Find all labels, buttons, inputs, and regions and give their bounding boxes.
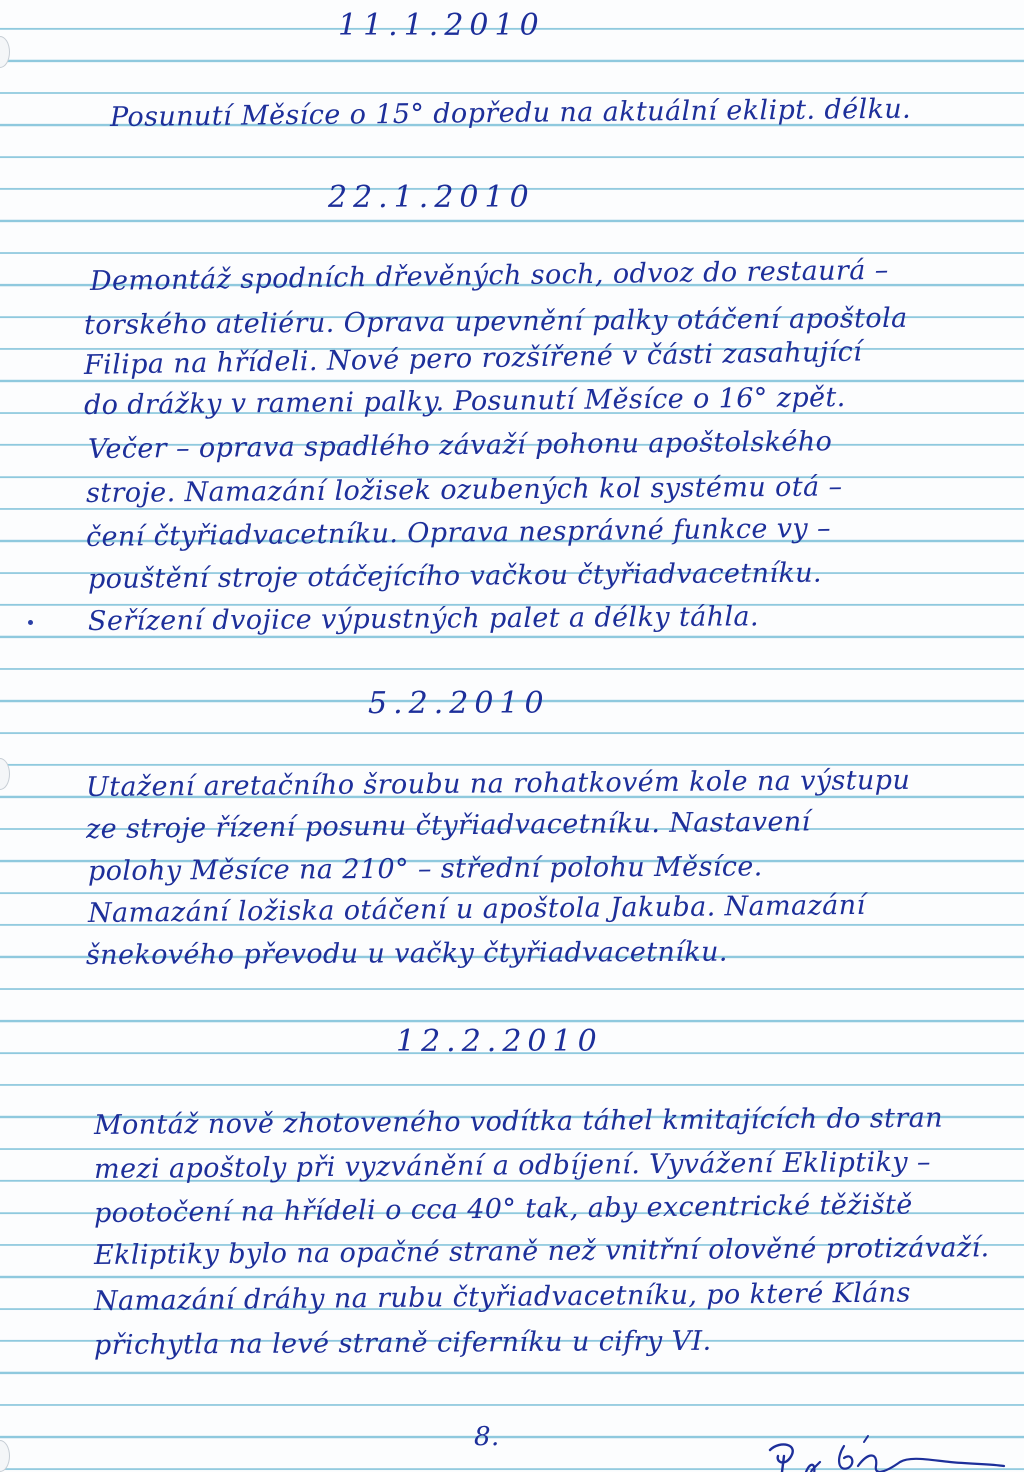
ink-dot <box>28 620 33 625</box>
entry-text-line: Namazání dráhy na rubu čtyřiadvacetníku, po které Kláns <box>93 1277 911 1317</box>
entry-text-line: přichytla na levé straně ciferníku u cifry VI. <box>93 1325 712 1361</box>
entry-text-line: Ekliptiky bylo na opačné straně než vnitřní olověné protizávaží. <box>93 1232 990 1271</box>
signature <box>760 1432 1010 1472</box>
entry-date: 11.1.2010 <box>338 8 545 43</box>
entry-text-line: mezi apoštoly při vyzvánění a odbíjení. Vyvážení Ekliptiky – <box>93 1146 931 1185</box>
entry-text-line: torského ateliéru. Oprava upevnění palky otáčení apoštola <box>83 302 908 341</box>
entry-text-line: polohy Měsíce na 210° – střední polohu Měsíce. <box>87 851 763 887</box>
entry-text-line: Montáž nově zhotoveného vodítka táhel kmitajících do stran <box>93 1102 944 1141</box>
entry-date: 12.2.2010 <box>396 1024 603 1059</box>
entry-date: 22.1.2010 <box>328 180 535 215</box>
entry-text-line: Večer – oprava spadlého závaží pohonu apoštolského <box>87 426 833 465</box>
entry-text-line: Utažení aretačního šroubu na rohatkovém kole na výstupu <box>85 764 911 803</box>
entry-text-line: Demontáž spodních dřevěných soch, odvoz do restaurá – <box>89 254 889 297</box>
entry-date: 5.2.2010 <box>368 686 550 721</box>
entry-text-line: šnekového převodu u vačky čtyřiadvacetníku. <box>85 936 728 971</box>
binder-hole-bottom <box>0 1440 10 1472</box>
binder-hole-top <box>0 36 10 68</box>
entry-text-line: pouštění stroje otáčejícího vačkou čtyřiadvacetníku. <box>87 557 823 595</box>
entry-text-line: pootočení na hřídeli o cca 40° tak, aby excentrické těžiště <box>93 1189 913 1229</box>
entry-text-line: ze stroje řízení posunu čtyřiadvacetníku. Nastavení <box>85 806 811 845</box>
entry-text-line: Seřízení dvojice výpustných palet a délky táhla. <box>87 601 760 637</box>
binder-hole-middle <box>0 758 10 790</box>
entry-text-line: čení čtyřiadvacetníku. Oprava nesprávné funkce vy – <box>85 512 832 553</box>
entry-text-line: Posunutí Měsíce o 15° dopředu na aktuální eklipt. délku. <box>109 93 912 133</box>
page-number: 8. <box>474 1422 500 1452</box>
entry-text-line: stroje. Namazání ložisek ozubených kol systému otá – <box>85 471 843 509</box>
entry-text-line: Filipa na hřídeli. Nové pero rozšířené v části zasahující <box>83 336 863 381</box>
entry-text-line: Namazání ložiska otáčení u apoštola Jakuba. Namazání <box>87 889 866 929</box>
entry-text-line: do drážky v rameni palky. Posunutí Měsíce o 16° zpět. <box>83 382 846 421</box>
